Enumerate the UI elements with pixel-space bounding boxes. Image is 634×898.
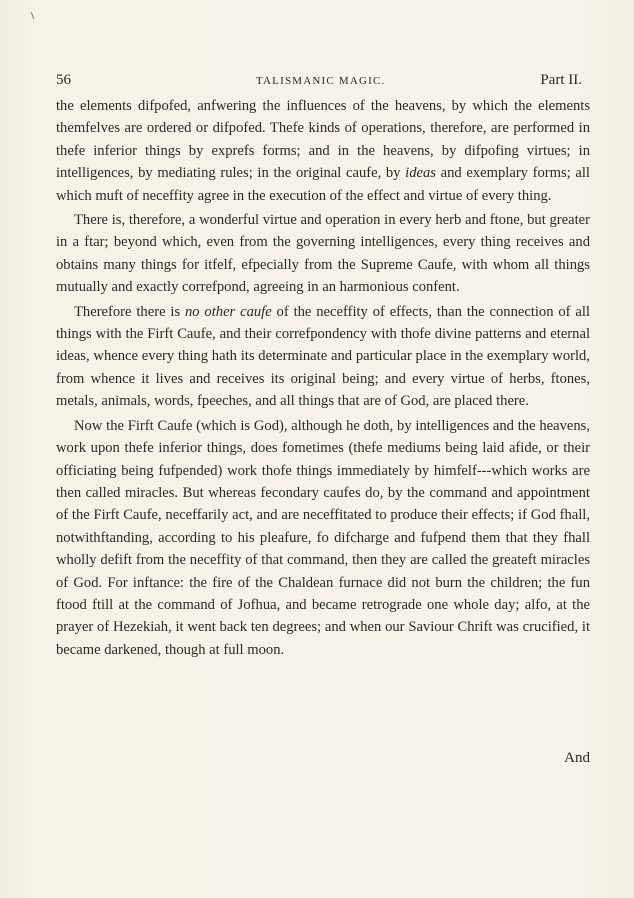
paragraph [56,415,590,661]
paragraph [56,209,590,299]
part-label: Part II. [540,72,582,88]
paragraph [56,95,590,207]
text-run: Now the Firft Caufe (which is God), although he doth, by intelligences and the heavens, work upon thefe inferior things, does fometimes (thefe mediums being laid afide, or their officiating being fufpended) work thofe things immediately by himfelf---which works are then called miracles. But whereas fecondary caufes do, by the command and appointment of the Firft Caufe, neceffarily act, and are neceffitated to produce their effects; if God fhall, notwithftanding, according to his pleafure, fo difcharge and fufpend them that they fhall wholly defift from the neceffity of that command, then they are called the greateft miracles of God. For inftance: the fire of the Chaldean furnace did not burn the children; the fun ftood ftill at the command of Jofhua, and became retrograde one whole day; alfo, at the prayer of Hezekiah, it went back ten degrees; and when our Saviour Chrift was crucified, it became darkened, though at full moon. [56,417,590,658]
body-text [56,95,590,661]
text-run: of the neceffity of effects, than the connection of all things with the Firft Caufe, and their correfpondency with thofe divine patterns and eternal ideas, whence every thing hath its determinate and particular place in the exemplary world, from whence it lives and receives its original being; and every virtue of herbs, ftones, metals, animals, words, fpeeches, and all things that are of God, are placed there. [56,303,590,410]
margin-mark [31,12,34,19]
italic-phrase: no other caufe [184,303,272,320]
text-run: the elements difpofed, anfwering the influences of the heavens, by which the elements themfelves are ordered or difpofed. Thefe kinds of operations, therefore, are performed in thefe inferior things by exprefs forms; and in the heavens, by difpofing virtues; in intelligences, by mediating rules; in the original caufe, by [56,98,590,182]
text-run: and exemplary forms; all which muft of neceffity agree in the execution of the effect and virtue of every thing. [56,165,590,204]
catchword: And [564,750,590,766]
paragraph [56,301,590,413]
text-run: Therefore there is [74,303,185,320]
page-number: 56 [56,72,71,88]
text-run: There is, therefore, a wonderful virtue and operation in every herb and ftone, but greater in a ftar; beyond which, even from the governing intelligences, every thing receives and obtains many things for itfelf, efpecially from the Supreme Caufe, with whom all things mutually and exactly correfpond, agreeing in an harmonious confent. [56,212,590,296]
running-head [56,72,594,92]
italic-phrase: ideas [405,165,436,182]
running-title: TALISMANIC MAGIC. [256,75,386,87]
